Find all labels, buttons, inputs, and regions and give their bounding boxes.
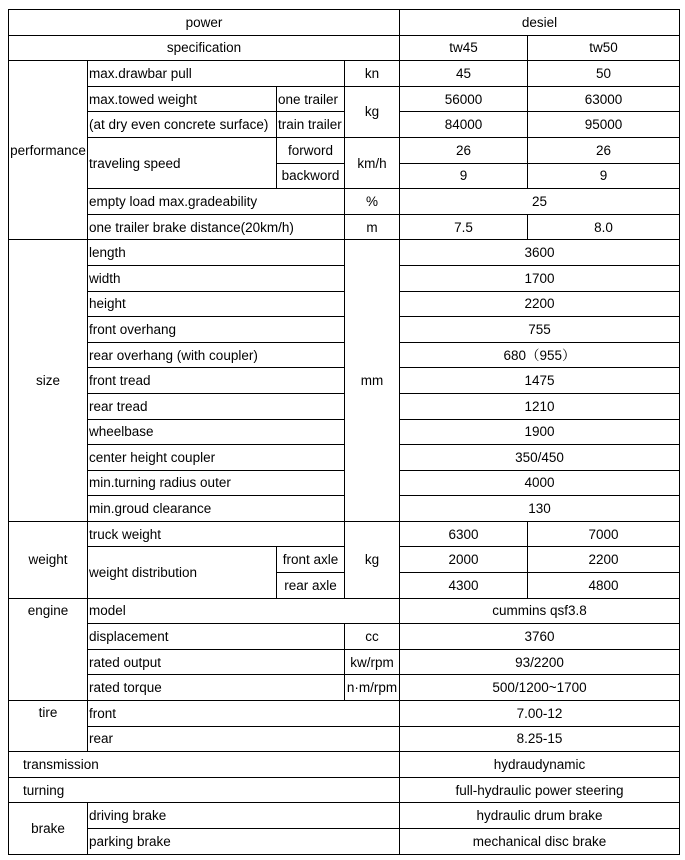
size-row-label: height: [88, 291, 345, 317]
table-row: [9, 189, 680, 215]
rated-torque-label: rated torque: [88, 675, 345, 701]
transmission-label: transmission: [9, 752, 400, 778]
truck-weight-tw45: 6300: [400, 521, 528, 547]
brake-group-label: brake: [9, 803, 88, 854]
speed-backward-tw50: 9: [528, 163, 680, 189]
displacement-unit: cc: [345, 624, 400, 650]
towed-unit: kg: [345, 86, 400, 137]
tire-group-label: tire: [9, 701, 88, 752]
table-row: [9, 701, 680, 727]
table-row: [9, 624, 680, 650]
tire-front-value: 7.00-12: [400, 701, 680, 727]
displacement-value: 3760: [400, 624, 680, 650]
size-row-label: front tread: [88, 368, 345, 394]
weight-group-label: weight: [9, 521, 88, 598]
size-row-value: 680（955）: [400, 342, 680, 368]
rear-axle-tw45: 4300: [400, 573, 528, 599]
brake-distance-unit: m: [345, 214, 400, 240]
size-row-value: 755: [400, 317, 680, 343]
size-row-label: center height coupler: [88, 445, 345, 471]
speed-backward-tw45: 9: [400, 163, 528, 189]
speed-forward-tw50: 26: [528, 137, 680, 163]
turning-label: turning: [9, 777, 400, 803]
size-row-label: min.groud clearance: [88, 496, 345, 522]
table-row: [9, 649, 680, 675]
towed-one-tw45: 56000: [400, 86, 528, 112]
tire-rear-value: 8.25-15: [400, 726, 680, 752]
train-trailer-label: train trailer: [277, 112, 345, 138]
size-row-value: 1475: [400, 368, 680, 394]
engine-group-label: engine: [9, 598, 88, 700]
table-row: [9, 419, 680, 445]
rated-output-unit: kw/rpm: [345, 649, 400, 675]
table-row: [9, 342, 680, 368]
speed-label: traveling speed: [88, 137, 277, 188]
size-row-value: 4000: [400, 470, 680, 496]
brake-distance-tw45: 7.5: [400, 214, 528, 240]
drawbar-label: max.drawbar pull: [88, 61, 345, 87]
size-row-label: length: [88, 240, 345, 266]
size-row-value: 350/450: [400, 445, 680, 471]
towed-weight-condition: (at dry even concrete surface): [88, 112, 277, 138]
front-axle-tw45: 2000: [400, 547, 528, 573]
model-tw50: tw50: [528, 35, 680, 61]
table-row: [9, 10, 680, 36]
table-row: [9, 726, 680, 752]
brake-distance-tw50: 8.0: [528, 214, 680, 240]
drawbar-tw45: 45: [400, 61, 528, 87]
driving-brake-value: hydraulic drum brake: [400, 803, 680, 829]
speed-forward-label: forword: [277, 137, 345, 163]
table-row: [9, 291, 680, 317]
table-row: [9, 521, 680, 547]
driving-brake-label: driving brake: [88, 803, 400, 829]
transmission-value: hydraudynamic: [400, 752, 680, 778]
truck-weight-tw50: 7000: [528, 521, 680, 547]
table-row: [9, 368, 680, 394]
brake-distance-label: one trailer brake distance(20km/h): [88, 214, 345, 240]
table-row: [9, 777, 680, 803]
size-row-label: rear tread: [88, 393, 345, 419]
table-row: [9, 35, 680, 61]
performance-group-label: performance: [9, 61, 88, 240]
table-row: [9, 445, 680, 471]
table-row: [9, 61, 680, 87]
towed-one-tw50: 63000: [528, 86, 680, 112]
table-row: [9, 829, 680, 855]
front-axle-tw50: 2200: [528, 547, 680, 573]
one-trailer-label: one trailer: [277, 86, 345, 112]
size-row-value: 2200: [400, 291, 680, 317]
rated-torque-value: 500/1200~1700: [400, 675, 680, 701]
towed-weight-label: max.towed weight: [88, 86, 277, 112]
size-row-label: rear overhang (with coupler): [88, 342, 345, 368]
table-row: [9, 393, 680, 419]
parking-brake-value: mechanical disc brake: [400, 829, 680, 855]
table-row: [9, 803, 680, 829]
table-row: [9, 214, 680, 240]
table-row: [9, 112, 680, 138]
table-row: [9, 752, 680, 778]
displacement-label: displacement: [88, 624, 345, 650]
size-row-value: 130: [400, 496, 680, 522]
parking-brake-label: parking brake: [88, 829, 400, 855]
rear-axle-tw50: 4800: [528, 573, 680, 599]
size-row-label: width: [88, 265, 345, 291]
size-row-label: min.turning radius outer: [88, 470, 345, 496]
rear-axle-label: rear axle: [277, 573, 345, 599]
size-row-value: 1700: [400, 265, 680, 291]
table-row: [9, 86, 680, 112]
weight-distribution-label: weight distribution: [88, 547, 277, 598]
weight-unit: kg: [345, 521, 400, 598]
drawbar-unit: kn: [345, 61, 400, 87]
specification-label: specification: [9, 35, 400, 61]
gradeability-unit: %: [345, 189, 400, 215]
size-row-value: 1900: [400, 419, 680, 445]
towed-train-tw50: 95000: [528, 112, 680, 138]
engine-model-value: cummins qsf3.8: [400, 598, 680, 624]
model-tw45: tw45: [400, 35, 528, 61]
size-row-label: front overhang: [88, 317, 345, 343]
speed-forward-tw45: 26: [400, 137, 528, 163]
table-row: [9, 137, 680, 163]
truck-weight-label: truck weight: [88, 521, 345, 547]
tire-rear-label: rear: [88, 726, 400, 752]
table-row: [9, 470, 680, 496]
gradeability-label: empty load max.gradeability: [88, 189, 345, 215]
power-value: desiel: [400, 10, 680, 36]
table-row: [9, 240, 680, 266]
gradeability-value: 25: [400, 189, 680, 215]
table-row: [9, 598, 680, 624]
speed-backward-label: backword: [277, 163, 345, 189]
size-row-label: wheelbase: [88, 419, 345, 445]
engine-model-label: model: [88, 598, 400, 624]
table-row: [9, 265, 680, 291]
size-unit: mm: [345, 240, 400, 522]
table-row: [9, 496, 680, 522]
table-row: [9, 547, 680, 573]
turning-value: full-hydraulic power steering: [400, 777, 680, 803]
drawbar-tw50: 50: [528, 61, 680, 87]
rated-output-value: 93/2200: [400, 649, 680, 675]
table-row: [9, 317, 680, 343]
size-group-label: size: [9, 240, 88, 522]
tire-front-label: front: [88, 701, 400, 727]
rated-output-label: rated output: [88, 649, 345, 675]
spec-table: [8, 9, 680, 855]
front-axle-label: front axle: [277, 547, 345, 573]
speed-unit: km/h: [345, 137, 400, 188]
table-row: [9, 675, 680, 701]
size-row-value: 3600: [400, 240, 680, 266]
rated-torque-unit: n·m/rpm: [345, 675, 400, 701]
towed-train-tw45: 84000: [400, 112, 528, 138]
power-label: power: [9, 10, 400, 36]
size-row-value: 1210: [400, 393, 680, 419]
